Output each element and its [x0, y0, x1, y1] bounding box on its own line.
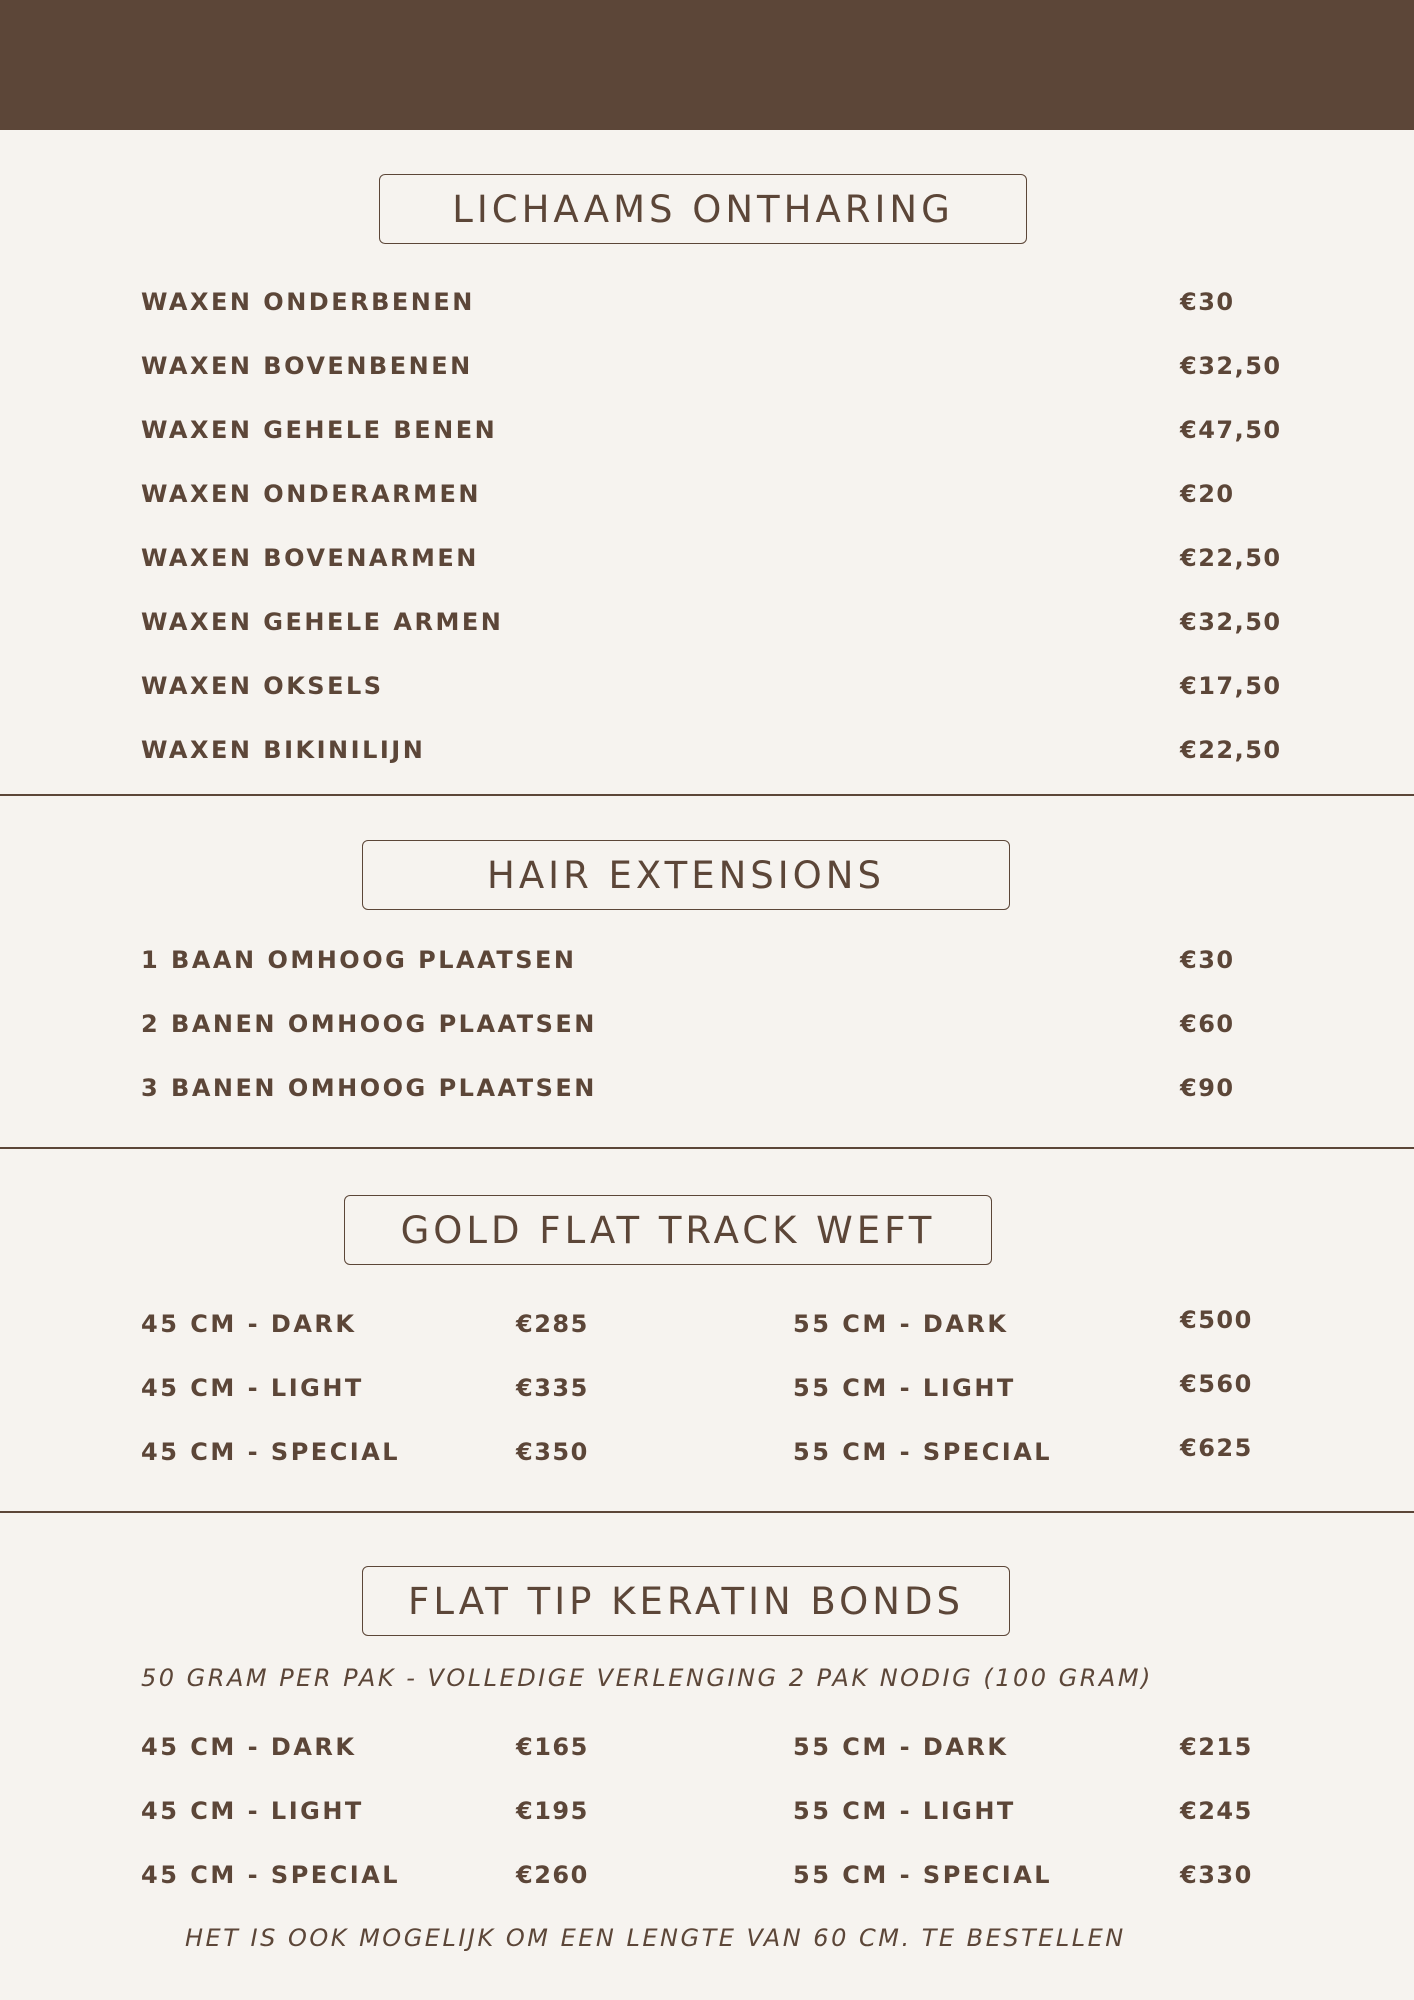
keratin-left-price: €165: [516, 1733, 589, 1761]
keratin-right-label: 55 CM - DARK: [793, 1733, 1009, 1761]
section-title-lichaams-ontharing: LICHAAMS ONTHARING: [379, 174, 1027, 244]
service-label: WAXEN ONDERBENEN: [141, 288, 475, 316]
weft-right-price: €560: [1180, 1370, 1253, 1398]
section-divider: [0, 1147, 1414, 1149]
section-divider: [0, 794, 1414, 796]
keratin-left-label: 45 CM - SPECIAL: [141, 1861, 401, 1889]
keratin-right-label: 55 CM - SPECIAL: [793, 1861, 1053, 1889]
keratin-left-price: €260: [516, 1861, 589, 1889]
keratin-right-price: €330: [1180, 1861, 1253, 1889]
keratin-right-price: €215: [1180, 1733, 1253, 1761]
service-label: WAXEN GEHELE BENEN: [141, 416, 498, 444]
service-label: 3 BANEN OMHOOG PLAATSEN: [141, 1074, 597, 1102]
service-price: €32,50: [1180, 352, 1282, 380]
service-label: 1 BAAN OMHOOG PLAATSEN: [141, 946, 577, 974]
weft-right-label: 55 CM - LIGHT: [793, 1374, 1016, 1402]
service-label: WAXEN ONDERARMEN: [141, 480, 482, 508]
service-price: €22,50: [1180, 544, 1282, 572]
section-title-gold-flat-track-weft: GOLD FLAT TRACK WEFT: [344, 1195, 992, 1265]
weft-left-price: €350: [516, 1438, 589, 1466]
section-subtitle: 50 GRAM PER PAK - VOLLEDIGE VERLENGING 2 PAK NODIG (100 GRAM): [141, 1664, 1153, 1692]
weft-left-label: 45 CM - SPECIAL: [141, 1438, 401, 1466]
service-price: €30: [1180, 946, 1235, 974]
service-price: €47,50: [1180, 416, 1282, 444]
service-label: WAXEN BOVENARMEN: [141, 544, 479, 572]
service-label: WAXEN BOVENBENEN: [141, 352, 473, 380]
weft-left-label: 45 CM - LIGHT: [141, 1374, 364, 1402]
header-band: [0, 0, 1414, 130]
service-label: WAXEN OKSELS: [141, 672, 384, 700]
service-price: €32,50: [1180, 608, 1282, 636]
service-price: €22,50: [1180, 736, 1282, 764]
service-label: WAXEN BIKINILIJN: [141, 736, 426, 764]
section-divider: [0, 1511, 1414, 1513]
service-label: 2 BANEN OMHOOG PLAATSEN: [141, 1010, 597, 1038]
weft-right-price: €625: [1180, 1434, 1253, 1462]
footnote: HET IS OOK MOGELIJK OM EEN LENGTE VAN 60 CM. TE BESTELLEN: [185, 1924, 1126, 1952]
weft-left-price: €285: [516, 1310, 589, 1338]
section-title-hair-extensions: HAIR EXTENSIONS: [362, 840, 1010, 910]
weft-right-label: 55 CM - SPECIAL: [793, 1438, 1053, 1466]
weft-left-label: 45 CM - DARK: [141, 1310, 357, 1338]
section-title-flat-tip-keratin-bonds: FLAT TIP KERATIN BONDS: [362, 1566, 1010, 1636]
service-label: WAXEN GEHELE ARMEN: [141, 608, 504, 636]
service-price: €30: [1180, 288, 1235, 316]
weft-right-label: 55 CM - DARK: [793, 1310, 1009, 1338]
keratin-right-price: €245: [1180, 1797, 1253, 1825]
service-price: €60: [1180, 1010, 1235, 1038]
weft-right-price: €500: [1180, 1306, 1253, 1334]
keratin-left-label: 45 CM - DARK: [141, 1733, 357, 1761]
keratin-left-price: €195: [516, 1797, 589, 1825]
service-price: €17,50: [1180, 672, 1282, 700]
service-price: €20: [1180, 480, 1235, 508]
weft-left-price: €335: [516, 1374, 589, 1402]
keratin-left-label: 45 CM - LIGHT: [141, 1797, 364, 1825]
service-price: €90: [1180, 1074, 1235, 1102]
keratin-right-label: 55 CM - LIGHT: [793, 1797, 1016, 1825]
